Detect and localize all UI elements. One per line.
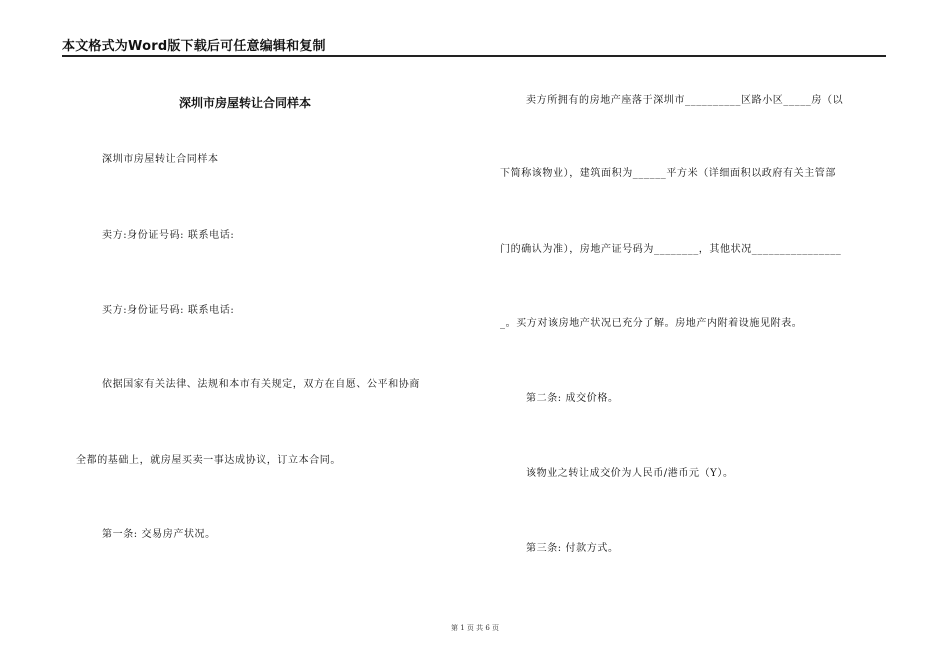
right-line-3: 门的确认为准），房地产证号码为________，其他状况________________ [500,244,842,255]
left-line-1: 深圳市房屋转让合同样本 [102,154,219,165]
header-banner-text: 本文格式为Word版下载后可任意编辑和复制 [62,39,326,54]
document-title: 深圳市房屋转让合同样本 [178,96,311,110]
left-line-5: 全都的基础上，就房屋买卖一事达成协议，订立本合同。 [76,455,341,466]
right-line-2: 下简称该物业），建筑面积为______平方米（详细面积以政府有关主管部 [500,168,836,179]
page-header [62,33,886,57]
left-line-2: 卖方:身份证号码: 联系电话: [102,230,235,241]
right-line-5: 第二条: 成交价格。 [526,393,619,404]
right-line-4: _。买方对该房地产状况已充分了解。房地产内附着设施见附表。 [500,318,803,329]
right-line-1: 卖方所拥有的房地产座落于深圳市__________区路小区_____房（以 [526,95,844,106]
page-number: 第 1 页 共 6 页 [450,624,500,632]
left-line-6: 第一条: 交易房产状况。 [102,529,216,540]
left-line-3: 买方:身份证号码: 联系电话: [102,305,235,316]
right-line-7: 第三条: 付款方式。 [526,543,619,554]
left-line-4: 依据国家有关法律、法规和本市有关规定，双方在自愿、公平和协商 [102,379,420,390]
right-line-6: 该物业之转让成交价为人民币/港币元（Y）。 [526,468,734,479]
